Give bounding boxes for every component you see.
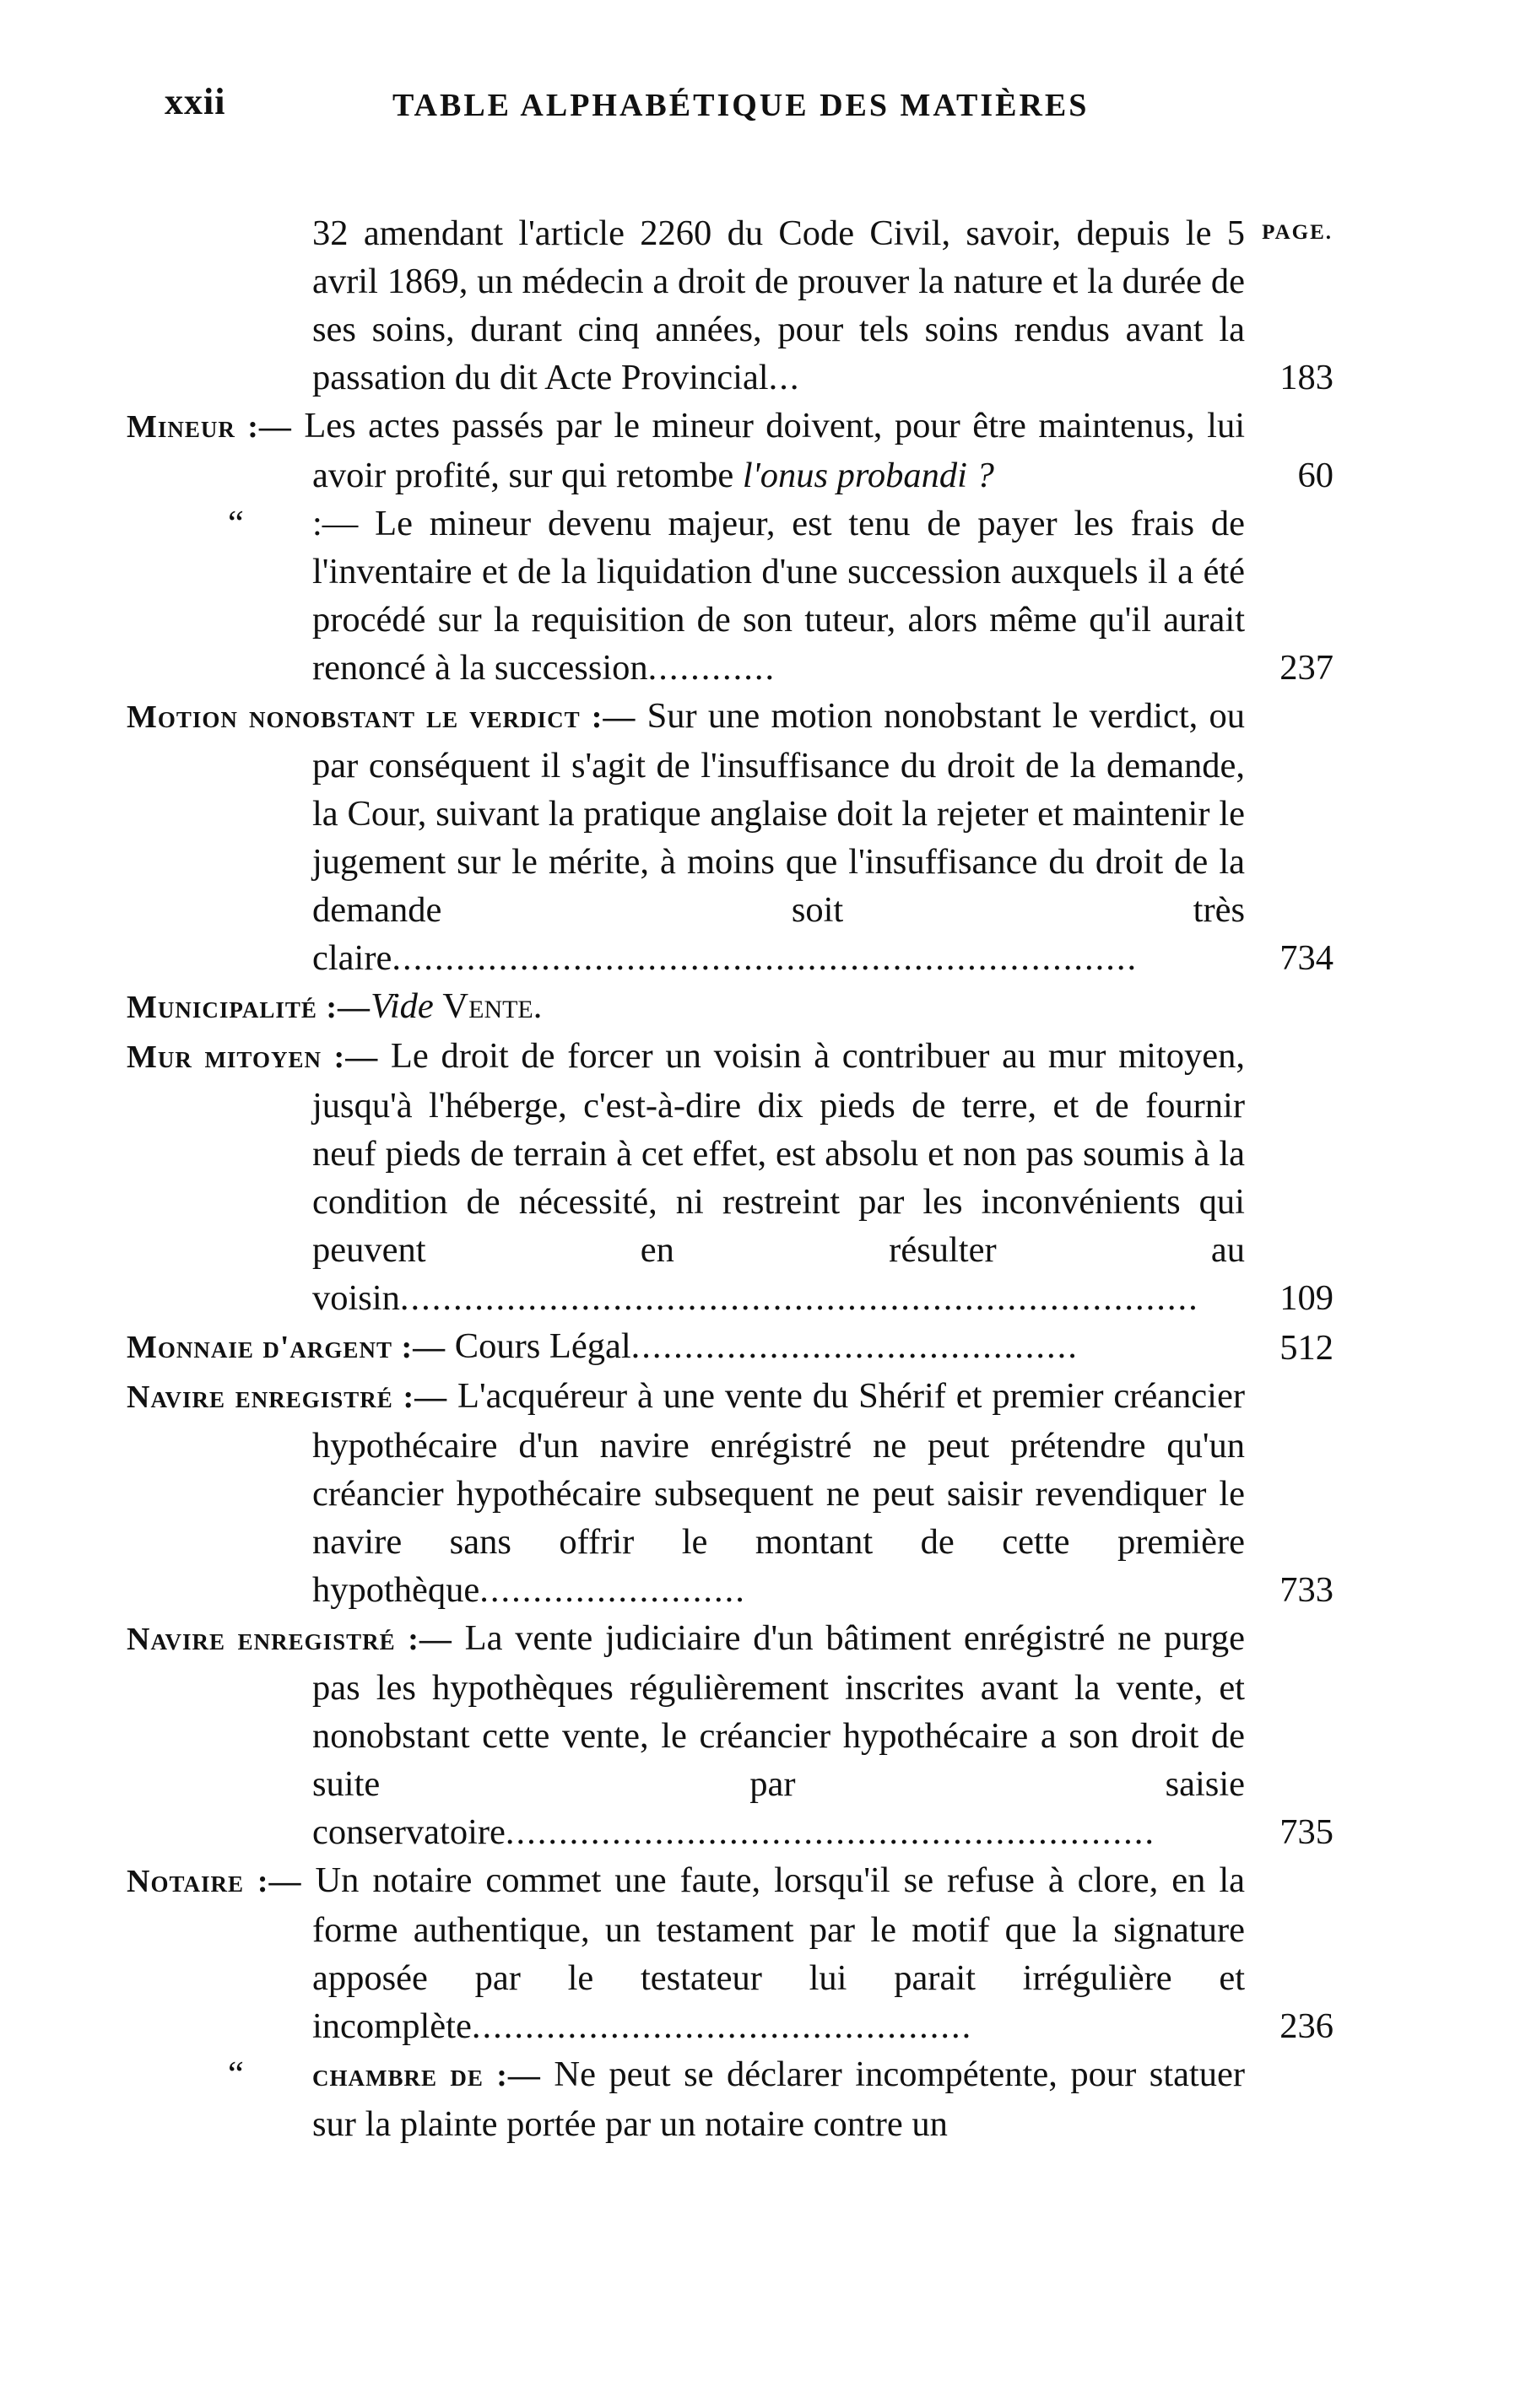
folio-number: xxii [165, 81, 226, 122]
index-entry [127, 209, 1334, 402]
index-entries [127, 209, 1334, 2148]
page-number: 60 [1297, 456, 1334, 495]
entry-text: La vente judiciaire d'un bâtiment enrégistré ne purge pas les hypothèques régulièrement inscrites avant la vente, et nonobstant cette vente, le créancier hypothécaire a son droit de suite par saisie conservatoire [312, 1618, 1245, 1852]
leader-dots: ............................................... [471, 2006, 973, 2046]
page-number: 733 [1279, 1570, 1334, 1610]
page-number: 109 [1279, 1278, 1334, 1318]
page-number: 236 [1279, 2006, 1334, 2046]
page-column-label: PAGE. [1262, 221, 1333, 244]
entry-text: Le droit de forcer un voisin à contribuer au mur mitoyen, jusqu'à l'héberge, c'est-à-dire dix pieds de terre, et de fournir neuf pieds de terrain à cet effet, est absolu et non pas soumis à la condition de nécessité, ni restreint par les inconvénients qui peuvent en résulter au voisin [312, 1036, 1246, 1318]
cross-reference-target: Vente. [442, 986, 543, 1026]
entry-text: Un notaire commet une faute, lorsqu'il se refuse à clore, en la forme authentique, un testament par le motif que la signature apposée par le testateur lui parait irrégulière et incomplète [312, 1860, 1245, 2046]
entry-heading: Navire enregistré :— [127, 1379, 448, 1415]
leader-dots: ... [768, 358, 801, 397]
index-entry [127, 982, 1334, 1032]
page-number: 512 [1279, 1328, 1334, 1368]
cross-reference-vide: Vide [371, 986, 434, 1026]
page-header [165, 80, 1363, 148]
page-number: 183 [1279, 358, 1334, 397]
index-entry [127, 1372, 1334, 1614]
entry-text: L'acquéreur à une vente du Shérif et premier créancier hypothécaire d'un navire enrégistré ne peut prétendre qu'un créancier hypothécaire subsequent ne peut saisir revendiquer le navire sans offrir le montant de cette première hypothèque [312, 1376, 1246, 1610]
index-entry [127, 1032, 1334, 1322]
index-entry [127, 402, 1334, 499]
leader-dots: ........................................................................... [399, 1278, 1199, 1318]
page-number: 734 [1279, 938, 1334, 978]
leader-dots: ............................................................. [505, 1812, 1156, 1852]
entry-heading: Mineur :— [127, 409, 292, 445]
running-title: TABLE ALPHABÉTIQUE DES MATIÈRES [392, 88, 1090, 123]
entry-heading: chambre de :— [312, 2058, 541, 2093]
leader-dots: ......................... [479, 1570, 746, 1610]
entry-heading: Navire enregistré :— [127, 1622, 452, 1657]
leader-dots: ...................................................................... [392, 938, 1139, 978]
entry-text: Le mineur devenu majeur, est tenu de payer les frais de l'inventaire et de la liquidation d'une succession auxquels il a été procédé sur la requisition de son tuteur, alors même qu'il aurait renoncé à la succession [312, 504, 1245, 688]
entry-heading: Municipalité :— [127, 990, 371, 1025]
entry-text: Ne peut se déclarer incompétente, pour statuer sur la plainte portée par un notaire contre un [312, 2054, 1246, 2144]
leader-dots: ............ [647, 648, 776, 688]
entry-text: Cours Légal [454, 1326, 631, 1366]
entry-heading: :— [312, 504, 359, 543]
ditto-mark: “ [228, 504, 244, 543]
entry-text: 32 amendant l'article 2260 du Code Civil, savoir, depuis le 5 avril 1869, un médecin a droit de prouver la nature et la durée de ses soins, durant cinq années, pour tels soins rendus avant la passation du dit Acte Provincial [312, 213, 1245, 397]
entry-text: Les actes passés par le mineur doivent, pour être maintenus, lui avoir profité, sur qui retombe [304, 406, 1246, 495]
index-entry [127, 2050, 1334, 2148]
leader-dots: .......................................... [630, 1326, 1079, 1366]
page-number: 735 [1279, 1812, 1334, 1852]
index-entry [127, 1856, 1334, 2050]
entry-heading: Motion nonobstant le verdict :— [127, 699, 636, 735]
index-entry [127, 1614, 1334, 1856]
index-entry [127, 499, 1334, 692]
ditto-mark: “ [228, 2054, 244, 2094]
index-entry [127, 1322, 1334, 1372]
entry-heading: Mur mitoyen :— [127, 1039, 379, 1075]
entry-heading: Monnaie d'argent :— [127, 1330, 446, 1365]
entry-heading: Notaire :— [127, 1864, 302, 1899]
entry-text: Sur une motion nonobstant le verdict, ou par conséquent il s'agit de l'insuffisance du droit de la demande, la Cour, suivant la pratique anglaise doit la rejeter et maintenir le jugement sur le mérite, à moins que l'insuffisance du droit de la demande soit très claire [312, 696, 1245, 978]
entry-emphasis: l'onus probandi ? [742, 456, 994, 495]
page-number: 237 [1279, 648, 1334, 688]
index-entry [127, 692, 1334, 982]
